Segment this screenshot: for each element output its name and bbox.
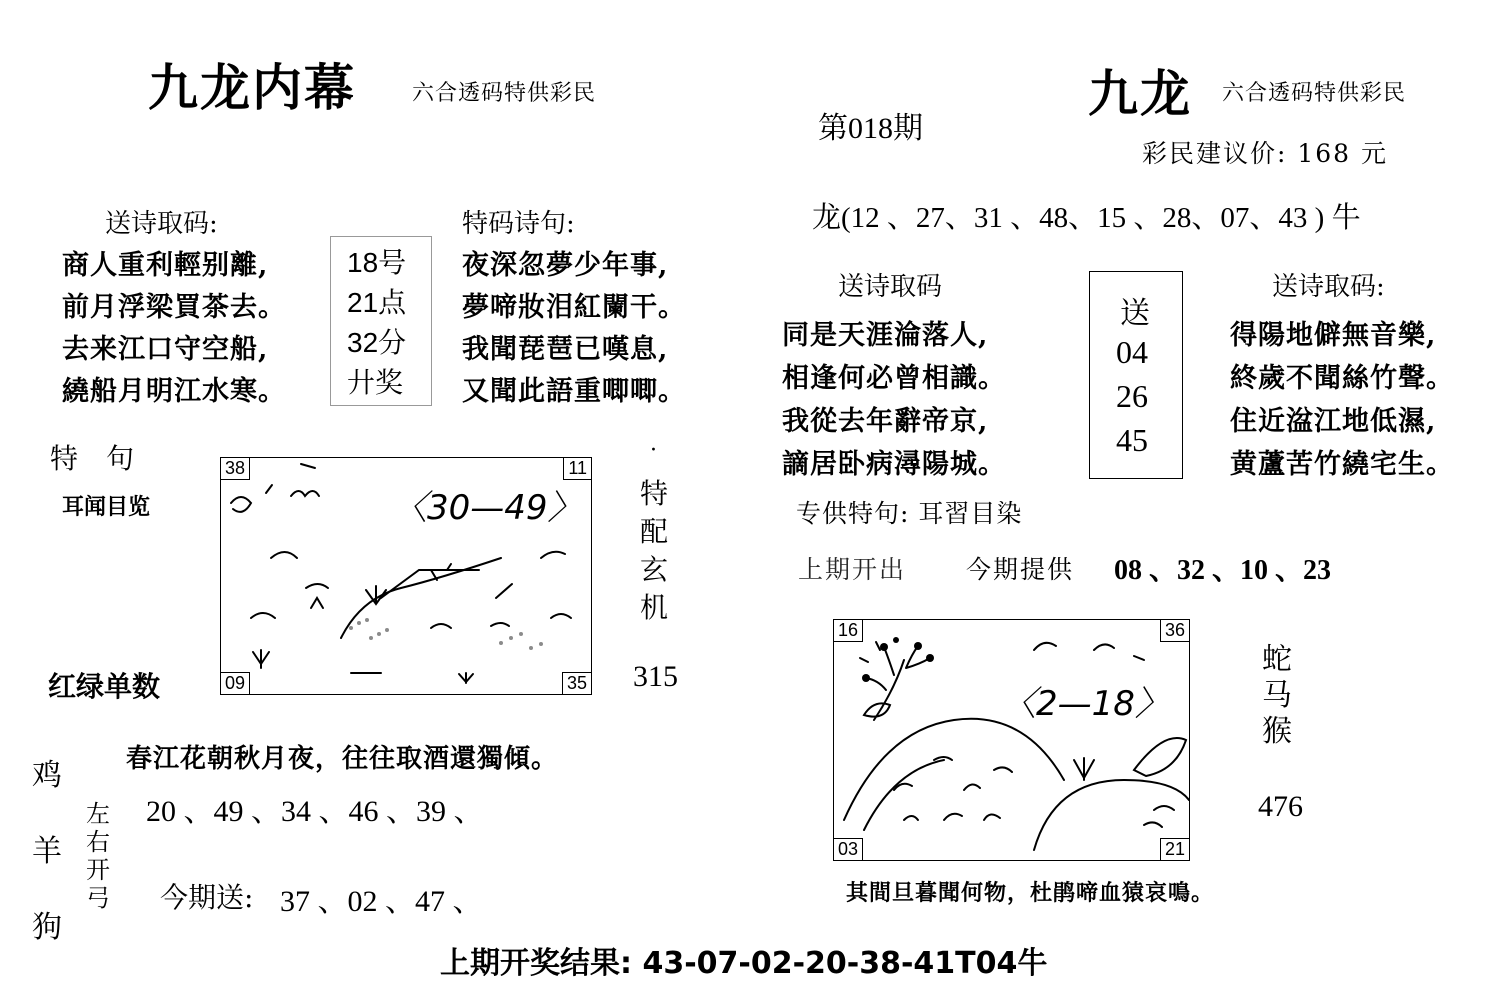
num-315: 315 [633,660,678,693]
tejv-label: 特 句 [50,442,135,475]
tepei-char: 配 [640,515,669,548]
poem-line: 得陽地僻無音樂, [1230,320,1437,351]
right-bottom-poem: 其間旦暮聞何物，杜鹃啼血猿哀鳴。 [846,880,1215,906]
left-poem-heading: 送诗取码: [105,209,218,239]
poem-line: 相逢何必曾相識。 [782,363,1006,394]
center-box-item: 21点 [347,287,407,318]
zuoyou-nums: 20 、49 、34 、46 、39 、 [146,795,484,828]
poem-line: 終歲不聞絲竹聲。 [1230,363,1454,394]
pic-corner-br: 35 [562,672,591,694]
left-pic-text: 〈30—49〉 [393,488,582,528]
pic-corner-tr: 11 [563,458,591,480]
right-subtitle: 六合透码特供彩民 [1222,81,1407,106]
pic-corner-tl: 16 [834,620,863,642]
price: 彩民建议价: 168 元 [1142,139,1389,168]
right-sketch [834,620,1189,860]
special-heading: 特码诗句: [462,209,575,239]
zodiac-char: 鸡 [32,758,62,793]
box-num: 04 [1116,334,1148,370]
hongly-label: 红绿单数 [48,670,161,703]
poem-line: 謫居卧病潯陽城。 [782,449,1006,480]
zhuangong-line: 专供特句: 耳習目染 [796,499,1023,528]
left-picture [220,457,592,695]
pic-corner-tl: 38 [221,458,250,480]
zodiac-char: 蛇 [1262,642,1292,677]
poem-line: 又聞此語重唧唧。 [462,376,686,407]
right-center-box [1089,271,1183,479]
poem-line: 前月浮梁買茶去。 [62,292,286,323]
long-line: 龙(12 、27、31 、48、15 、28、07、43 ) 牛 [812,202,1361,234]
right-poem-heading-left: 送诗取码 [838,272,943,302]
poem-line: 繞船月明江水寒。 [62,376,286,407]
tepei-char: 玄 [640,553,669,586]
box-num: 26 [1116,378,1148,414]
pic-corner-bl: 03 [834,838,863,860]
center-box-item: 32分 [347,327,407,358]
poem-line: 黄蘆苦竹繞宅生。 [1230,449,1454,480]
right-title: 九龙 [1088,64,1192,123]
left-center-box [330,236,432,406]
zuoyou-char: 左 [86,800,110,828]
zodiac-char: 羊 [32,834,62,869]
pic-corner-tr: 36 [1160,620,1189,642]
jinqi-label: 今期送: [160,881,254,914]
zuoyou-char: 弓 [86,884,110,912]
num-476: 476 [1258,790,1303,823]
poem-line: 商人重利輕别離, [62,250,269,281]
zodiac-char: 猴 [1262,714,1292,749]
tepei-char: 机 [640,591,669,624]
right-pic-text: 〈2—18〉 [1002,684,1169,724]
poem-line: 住近湓江地低濕, [1230,406,1437,437]
right-picture [833,619,1190,861]
zuoyou-char: 右 [86,828,110,856]
poem-line: 同是天涯淪落人, [782,320,989,351]
jinqi-tigong-label: 今期提供 [966,555,1075,584]
left-line-poem: 春江花朝秋月夜，往往取酒還獨傾。 [126,744,559,774]
pic-corner-bl: 09 [221,672,250,694]
right-poem-heading-right: 送诗取码: [1272,272,1385,302]
tigong-nums: 08 、32 、10 、23 [1114,555,1332,586]
poem-line: 我聞琵琶已嘆息, [462,334,669,365]
issue-number: 第018期 [818,112,923,145]
poem-line: 我從去年辭帝京, [782,406,989,437]
jinqi-nums: 37 、02 、47 、 [280,885,483,918]
poem-line: 夜深忽夢少年事, [462,250,669,281]
pic-corner-br: 21 [1160,838,1189,860]
tepei-char: · [650,438,657,463]
box-num: 送 [1120,296,1150,331]
shangqi-label: 上期开出 [798,555,907,584]
center-box-item: 18号 [347,247,407,278]
left-title: 九龙内幕 [148,58,356,117]
tejv-value: 耳闻目览 [62,494,151,520]
zodiac-char: 狗 [32,910,62,945]
poem-line: 去来江口守空船, [62,334,269,365]
footer-result: 上期开奖结果: 43-07-02-20-38-41T04牛 [440,946,1048,981]
poem-line: 夢啼妝泪紅闌干。 [462,292,686,323]
center-box-item: 廾奖 [347,367,404,398]
zuoyou-char: 开 [86,856,110,884]
zodiac-char: 马 [1262,678,1292,713]
box-num: 45 [1116,422,1148,458]
tepei-char: 特 [640,477,669,510]
left-subtitle: 六合透码特供彩民 [412,81,597,106]
